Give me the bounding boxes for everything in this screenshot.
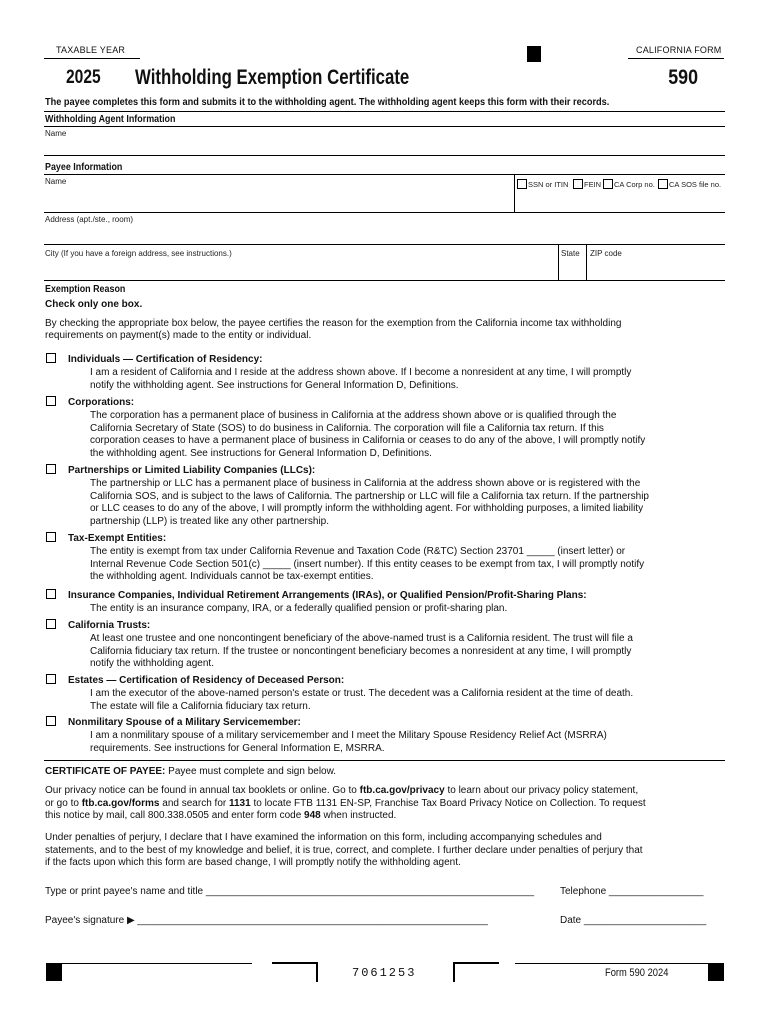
insurance-ira-pension-title: Insurance Companies, Individual Retirement Arrangements (IRAs), or Qualified Pension/Profit-Sharing Plans: bbox=[68, 590, 587, 601]
california-trusts-title: California Trusts: bbox=[68, 620, 151, 631]
payee-name-title-field[interactable]: Type or print payee's name and title ___________________________________________________________ bbox=[45, 886, 535, 897]
estates-text: I am the executor of the above-named person's estate or trust. The decedent was a California resident at the time of death. The estate will file a California fiduciary tax return. bbox=[90, 688, 634, 712]
ca-corp-label: CA Corp no. bbox=[614, 180, 655, 189]
registration-mark bbox=[46, 963, 62, 981]
california-trusts-checkbox[interactable] bbox=[46, 619, 56, 629]
ca-sos-label: CA SOS file no. bbox=[669, 180, 722, 189]
taxable-year-label: TAXABLE YEAR bbox=[56, 45, 126, 55]
zip-field[interactable] bbox=[587, 245, 725, 279]
corner-mark bbox=[453, 962, 499, 982]
state-field[interactable] bbox=[559, 245, 586, 279]
form-footer-label: Form 590 2024 bbox=[605, 967, 669, 979]
agent-heading: Withholding Agent Information bbox=[45, 113, 176, 125]
registration-mark bbox=[527, 46, 541, 62]
perjury-statement: Under penalties of perjury, I declare that I have examined the information on this form, including accompanying schedules and statements, and to the best of my knowledge and belief, it is true, correct, and complete. I further declare under penalties of perjury that if the facts upon which this form are based change, I will promptly notify the withholding agent. bbox=[45, 832, 643, 869]
divider bbox=[515, 963, 708, 964]
form-year: 2025 bbox=[66, 67, 101, 88]
agent-name-field[interactable] bbox=[44, 127, 725, 155]
insurance-ira-pension-text: The entity is an insurance company, IRA, or a federally qualified pension or profit-sharing plan. bbox=[90, 603, 508, 614]
ssn-itin-checkbox[interactable] bbox=[517, 179, 527, 189]
barcode-number: 7061253 bbox=[352, 966, 417, 980]
partnerships-llc-title: Partnerships or Limited Liability Companies (LLCs): bbox=[68, 465, 316, 476]
exemption-lead-line-2: requirements on payment(s) made to the entity or individual. bbox=[45, 330, 312, 341]
nonmilitary-spouse-checkbox[interactable] bbox=[46, 716, 56, 726]
corporations-title: Corporations: bbox=[68, 397, 135, 408]
form-intro: The payee completes this form and submits it to the withholding agent. The withholding agent keeps this form with their records. bbox=[45, 97, 610, 108]
divider bbox=[44, 155, 725, 156]
tax-exempt-title: Tax-Exempt Entities: bbox=[68, 533, 167, 544]
form-title: Withholding Exemption Certificate bbox=[135, 66, 410, 89]
divider bbox=[44, 58, 140, 59]
estates-title: Estates — Certification of Residency of Deceased Person: bbox=[68, 675, 345, 686]
telephone-field[interactable]: Telephone _________________ bbox=[560, 886, 704, 897]
payee-name-label: Name bbox=[45, 177, 67, 186]
city-label: City (If you have a foreign address, see instructions.) bbox=[45, 249, 232, 258]
exemption-heading: Exemption Reason bbox=[45, 283, 126, 295]
divider bbox=[44, 760, 725, 761]
divider bbox=[62, 963, 252, 964]
divider bbox=[628, 58, 724, 59]
state-label: State bbox=[561, 249, 580, 258]
individuals-title: Individuals — Certification of Residency: bbox=[68, 354, 263, 365]
agent-name-label: Name bbox=[45, 129, 67, 138]
payee-heading: Payee Information bbox=[45, 161, 123, 173]
form-number: 590 bbox=[668, 66, 698, 89]
partnerships-llc-checkbox[interactable] bbox=[46, 464, 56, 474]
california-form-label: CALIFORNIA FORM bbox=[636, 45, 722, 55]
tax-exempt-text: The entity is exempt from tax under California Revenue and Taxation Code (R&TC) Section 23701 _____ (insert letter) or Internal Revenue Code Section 501(c) _____ (insert number). If this entity ceases to be exempt from tax, I will promptly notify the withholding agent. Individuals cannot be tax-exempt entities. bbox=[90, 546, 645, 583]
divider bbox=[44, 280, 725, 281]
individuals-checkbox[interactable] bbox=[46, 353, 56, 363]
certificate-heading: CERTIFICATE OF PAYEE: Payee must complete and sign below. bbox=[45, 766, 337, 777]
corporations-checkbox[interactable] bbox=[46, 396, 56, 406]
tax-exempt-checkbox[interactable] bbox=[46, 532, 56, 542]
exemption-lead-line-1: By checking the appropriate box below, the payee certifies the reason for the exemption from the California income tax withholding bbox=[45, 318, 622, 329]
ssn-itin-label: SSN or ITIN bbox=[528, 180, 569, 189]
estates-checkbox[interactable] bbox=[46, 674, 56, 684]
zip-label: ZIP code bbox=[590, 249, 622, 258]
check-one-instruction: Check only one box. bbox=[45, 299, 143, 310]
ca-sos-checkbox[interactable] bbox=[658, 179, 668, 189]
nonmilitary-spouse-title: Nonmilitary Spouse of a Military Servicemember: bbox=[68, 717, 301, 728]
fein-checkbox[interactable] bbox=[573, 179, 583, 189]
corporations-text: The corporation has a permanent place of business in California at the address shown above or is qualified through the California Secretary of State (SOS) to do business in California. The corporation will file a California tax return. If this corporation ceases to have a permanent place of business in California or ceases to do any of the above, I will promptly notify the withholding agent. See instructions for General Information D, Definitions. bbox=[90, 410, 646, 459]
city-field[interactable] bbox=[44, 245, 558, 279]
privacy-link[interactable]: ftb.ca.gov/privacy bbox=[359, 785, 445, 796]
forms-link[interactable]: ftb.ca.gov/forms bbox=[81, 797, 160, 809]
date-field[interactable]: Date ______________________ bbox=[560, 915, 707, 926]
payee-signature-field[interactable]: Payee's signature ▶ _______________________________________________________________ bbox=[45, 915, 488, 926]
ca-corp-checkbox[interactable] bbox=[603, 179, 613, 189]
privacy-notice: Our privacy notice can be found in annual tax booklets or online. Go to ftb.ca.gov/privacy to learn about our privacy policy statement, or go to ftb.ca.gov/forms and search for 1131 to locate FTB 1131 EN-SP, Franchise Tax Board Privacy Notice on Collection. To request this notice by mail, call 800.338.0505 and enter form code 948 when instructed. bbox=[45, 785, 646, 822]
divider bbox=[514, 174, 515, 212]
registration-mark bbox=[708, 963, 724, 981]
payee-name-field[interactable] bbox=[44, 175, 514, 211]
nonmilitary-spouse-text: I am a nonmilitary spouse of a military servicemember and I meet the Military Spouse Residency Relief Act (MSRRA) requirements. See instructions for General Information E, MSRRA. bbox=[90, 730, 607, 754]
divider bbox=[44, 111, 725, 112]
address-label: Address (apt./ste., room) bbox=[45, 215, 134, 224]
corner-mark bbox=[272, 962, 318, 982]
insurance-ira-pension-checkbox[interactable] bbox=[46, 589, 56, 599]
fein-label: FEIN bbox=[584, 180, 602, 189]
partnerships-llc-text: The partnership or LLC has a permanent place of business in California at the address shown above or is registered with the California SOS, and is subject to the laws of California. The partnership or LLC will file a California tax return. If the partnership or LLC ceases to do any of the above, I will promptly inform the withholding agent. For withholding purposes, a limited liability partnership (LLP) is treated like any other partnership. bbox=[90, 478, 649, 527]
address-field[interactable] bbox=[44, 213, 725, 243]
individuals-text: I am a resident of California and I reside at the address shown above. If I become a nonresident at any time, I will promptly notify the withholding agent. See instructions for General Information D, Definitions. bbox=[90, 367, 632, 391]
california-trusts-text: At least one trustee and one noncontingent beneficiary of the above-named trust is a California resident. The trust will file a California fiduciary tax return. If the trustee or noncontingent beneficiary becomes a nonresident at any time, I will promptly notify the withholding agent. bbox=[90, 633, 633, 670]
